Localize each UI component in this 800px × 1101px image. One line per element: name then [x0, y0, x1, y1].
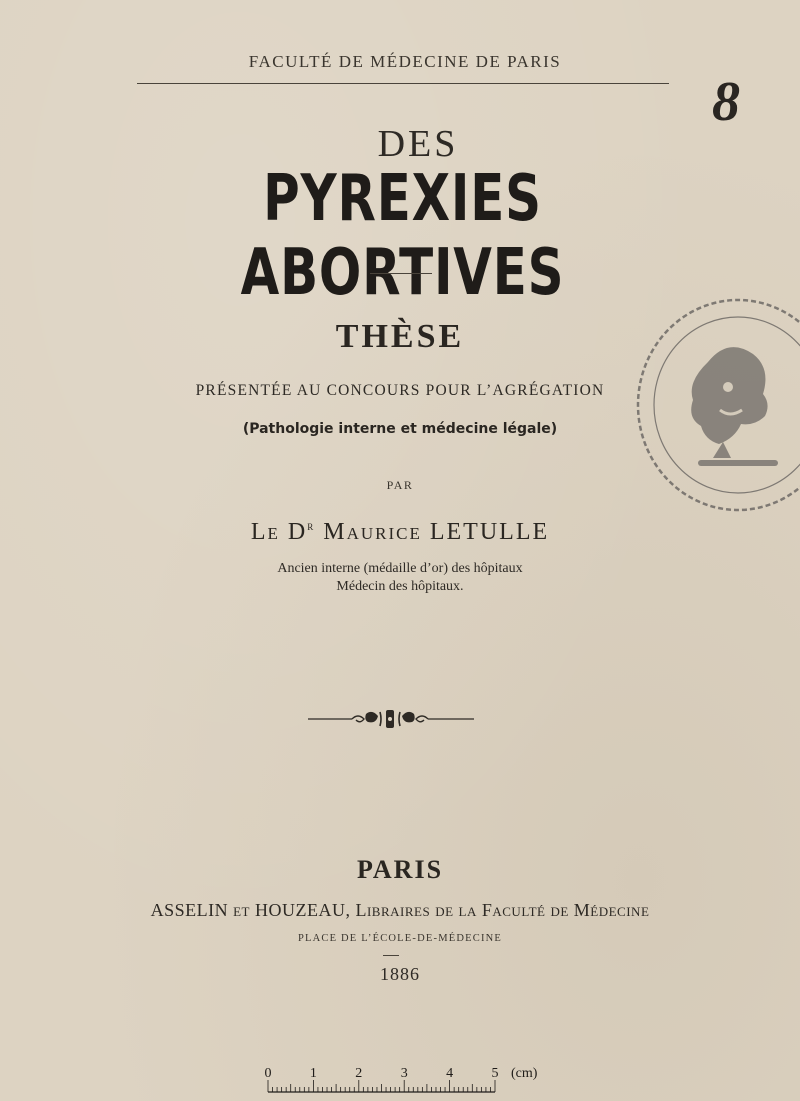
author-name: Maurice LETULLE [315, 519, 550, 545]
title-rule [370, 273, 432, 274]
library-stamp [628, 292, 800, 518]
author-line [0, 518, 800, 546]
scale-bar [258, 1062, 548, 1098]
scale-tick-label: 4 [446, 1066, 454, 1081]
author-credential-1: Ancien interne (médaille d’or) des hôpitaux [277, 561, 523, 576]
imprint-rule [383, 955, 399, 956]
publication-year: 1886 [380, 964, 420, 984]
author-prefix-sup: r [307, 518, 316, 533]
scale-tick-label: 0 [264, 1066, 272, 1081]
title-prefix: DES [377, 123, 459, 165]
fleuron-ornament [300, 706, 480, 732]
presentation-line: PRÉSENTÉE AU CONCOURS POUR L’AGRÉGATION [195, 382, 605, 399]
main-title: PYREXIES ABORTIVES [240, 162, 565, 310]
scale-tick-label: 1 [309, 1066, 317, 1081]
handwritten-page-number: 8 [712, 71, 740, 133]
scale-tick-label: 5 [491, 1066, 499, 1081]
publisher-line: ASSELIN et HOUZEAU, Libraires de la Faculté de Médecine [150, 900, 650, 920]
author-prefix: Le D [250, 519, 308, 545]
speciality-line: (Pathologie interne et médecine légale) [242, 421, 558, 437]
scale-unit-label: (cm) [511, 1066, 538, 1081]
publisher-address: PLACE DE L’ÉCOLE-DE-MÉDECINE [297, 933, 503, 944]
faculty-heading: FACULTÉ DE MÉDECINE DE PARIS [248, 52, 562, 71]
thesis-heading: THÈSE [335, 318, 465, 355]
publication-city: PARIS [356, 855, 444, 884]
author-credential-2: Médecin des hôpitaux. [336, 579, 464, 594]
scale-tick-label: 2 [355, 1066, 363, 1081]
header-rule [137, 83, 669, 84]
by-label: PAR [386, 478, 414, 492]
scale-tick-label: 3 [400, 1066, 408, 1081]
